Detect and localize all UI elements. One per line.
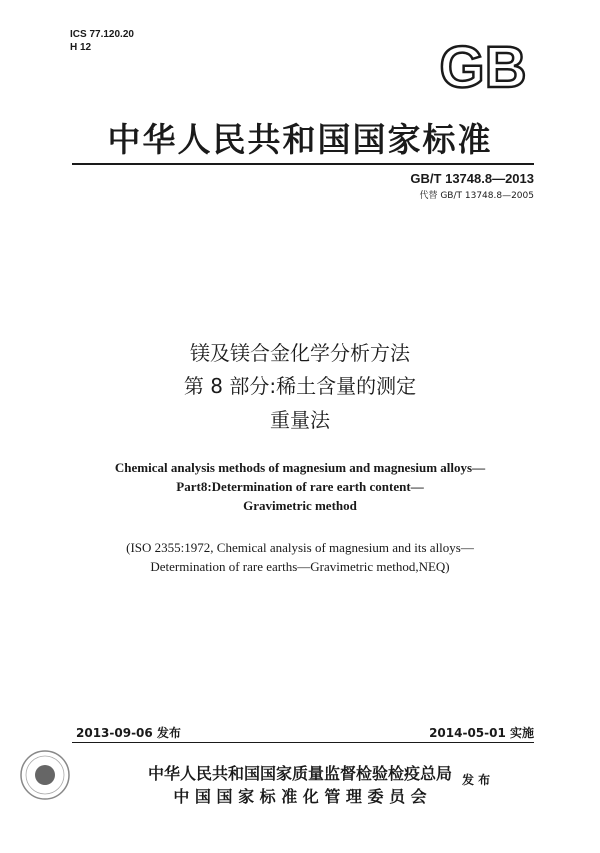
national-standard-title: 中华人民共和国国家标准	[107, 120, 493, 159]
title-cn-line2: 第 8 部分:稀土含量的测定	[183, 374, 417, 398]
title-en-line3: Gravimetric method	[243, 498, 357, 513]
replaced-standard: 代替 GB/T 13748.8—2005	[419, 191, 534, 201]
publish-label: 发 布	[462, 773, 491, 787]
issuer-aqsiq: 中华人民共和国国家质量监督检验检疫总局	[147, 764, 452, 783]
ccs-code: H 12	[70, 42, 92, 53]
title-en-line2: Part8:Determination of rare earth content—	[176, 479, 424, 494]
iso-reference-line1: (ISO 2355:1972, Chemical analysis of magnesium and its alloys—	[126, 540, 474, 555]
title-cn-line3: 重量法	[270, 408, 330, 432]
title-en-line1: Chemical analysis methods of magnesium and magnesium alloys—	[114, 460, 486, 475]
gb-logo-text: GB	[439, 40, 527, 94]
classification-codes	[70, 28, 134, 54]
ics-code: ICS 77.120.20	[70, 29, 134, 40]
issue-date: 2013-09-06 发布	[76, 726, 181, 740]
title-cn-line1: 镁及镁合金化学分析方法	[190, 341, 410, 365]
standard-number: GB/T 13748.8—2013	[410, 171, 534, 186]
header-divider	[72, 163, 534, 165]
gb-logo	[432, 40, 534, 94]
iso-reference-line2: Determination of rare earths—Gravimetric method,NEQ)	[150, 559, 450, 574]
footer-divider	[72, 742, 534, 743]
implementation-date: 2014-05-01 实施	[429, 726, 534, 740]
issuer-sac: 中 国 国 家 标 准 化 管 理 委 员 会	[173, 787, 427, 806]
